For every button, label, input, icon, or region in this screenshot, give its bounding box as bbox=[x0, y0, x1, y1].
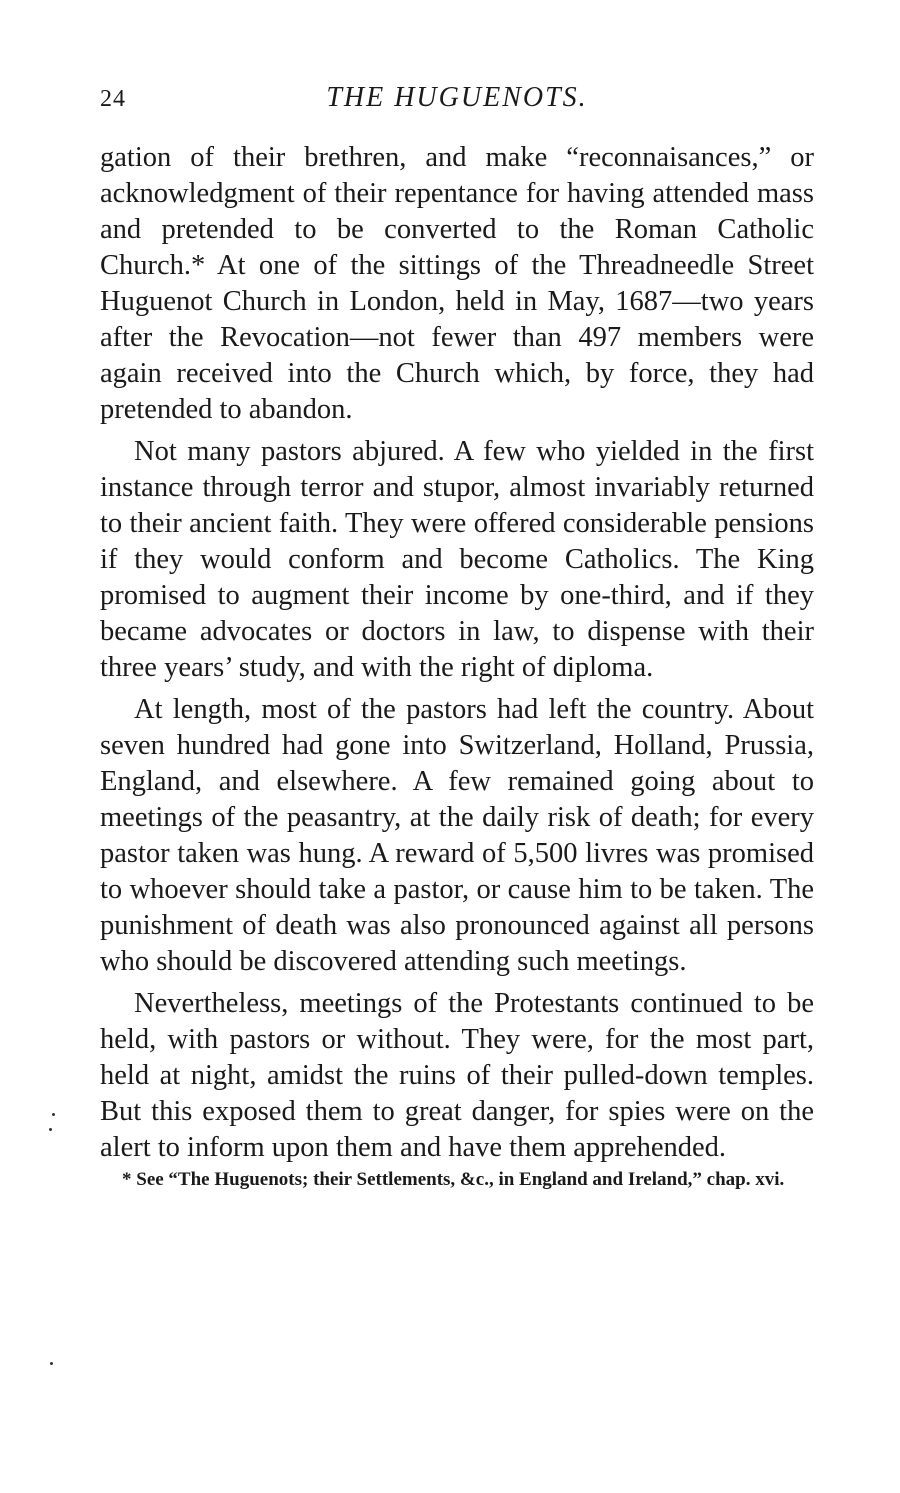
body-text bbox=[100, 140, 814, 1166]
print-speck bbox=[49, 1128, 52, 1131]
paragraph-4: Nevertheless, meetings of the Protestants continued to be held, with pastors or without. They were, for the most part, held at night, amidst the ruins of their pulled-down temples. But this exposed them to great danger, for spies were on the alert to inform upon them and have them apprehended. bbox=[100, 988, 814, 1163]
paragraph-3: At length, most of the pastors had left the country. About seven hundred had gone into Switzerland, Holland, Prussia, England, and elsewhere. A few remained going about to meetings of the peasantry, at the daily risk of death; for every pastor taken was hung. A reward of 5,500 livres was promised to whoever should take a pastor, or cause him to be taken. The punishment of death was also pronounced against all persons who should be discovered attending such meetings. bbox=[100, 694, 814, 977]
paragraph-2: Not many pastors abjured. A few who yielded in the first instance through terror and stupor, almost invariably returned to their ancient faith. They were offered considerable pensions if they would conform and become Catholics. The King promised to augment their income by one-third, and if they became advocates or doctors in law, to dispense with their three years’ study, and with the right of diploma. bbox=[100, 436, 814, 683]
footnote: * See “The Huguenots; their Settlements, &c., in England and Ireland,” chap. xvi. bbox=[122, 1169, 785, 1190]
paragraph-1: gation of their brethren, and make “reconnaisances,” or acknowledgment of their repentance for having attended mass and pretended to be converted to the Roman Catholic Church.* At one of the sittings of the Threadneedle Street Huguenot Church in London, held in May, 1687—two years after the Revocation—not fewer than 497 members were again received into the Church which, by force, they had pretended to abandon. bbox=[100, 142, 814, 425]
print-speck bbox=[52, 1113, 55, 1116]
print-speck bbox=[50, 1362, 53, 1365]
running-head bbox=[100, 82, 814, 122]
page-number: 24 bbox=[100, 86, 126, 112]
running-title: THE HUGUENOTS. bbox=[326, 82, 588, 113]
